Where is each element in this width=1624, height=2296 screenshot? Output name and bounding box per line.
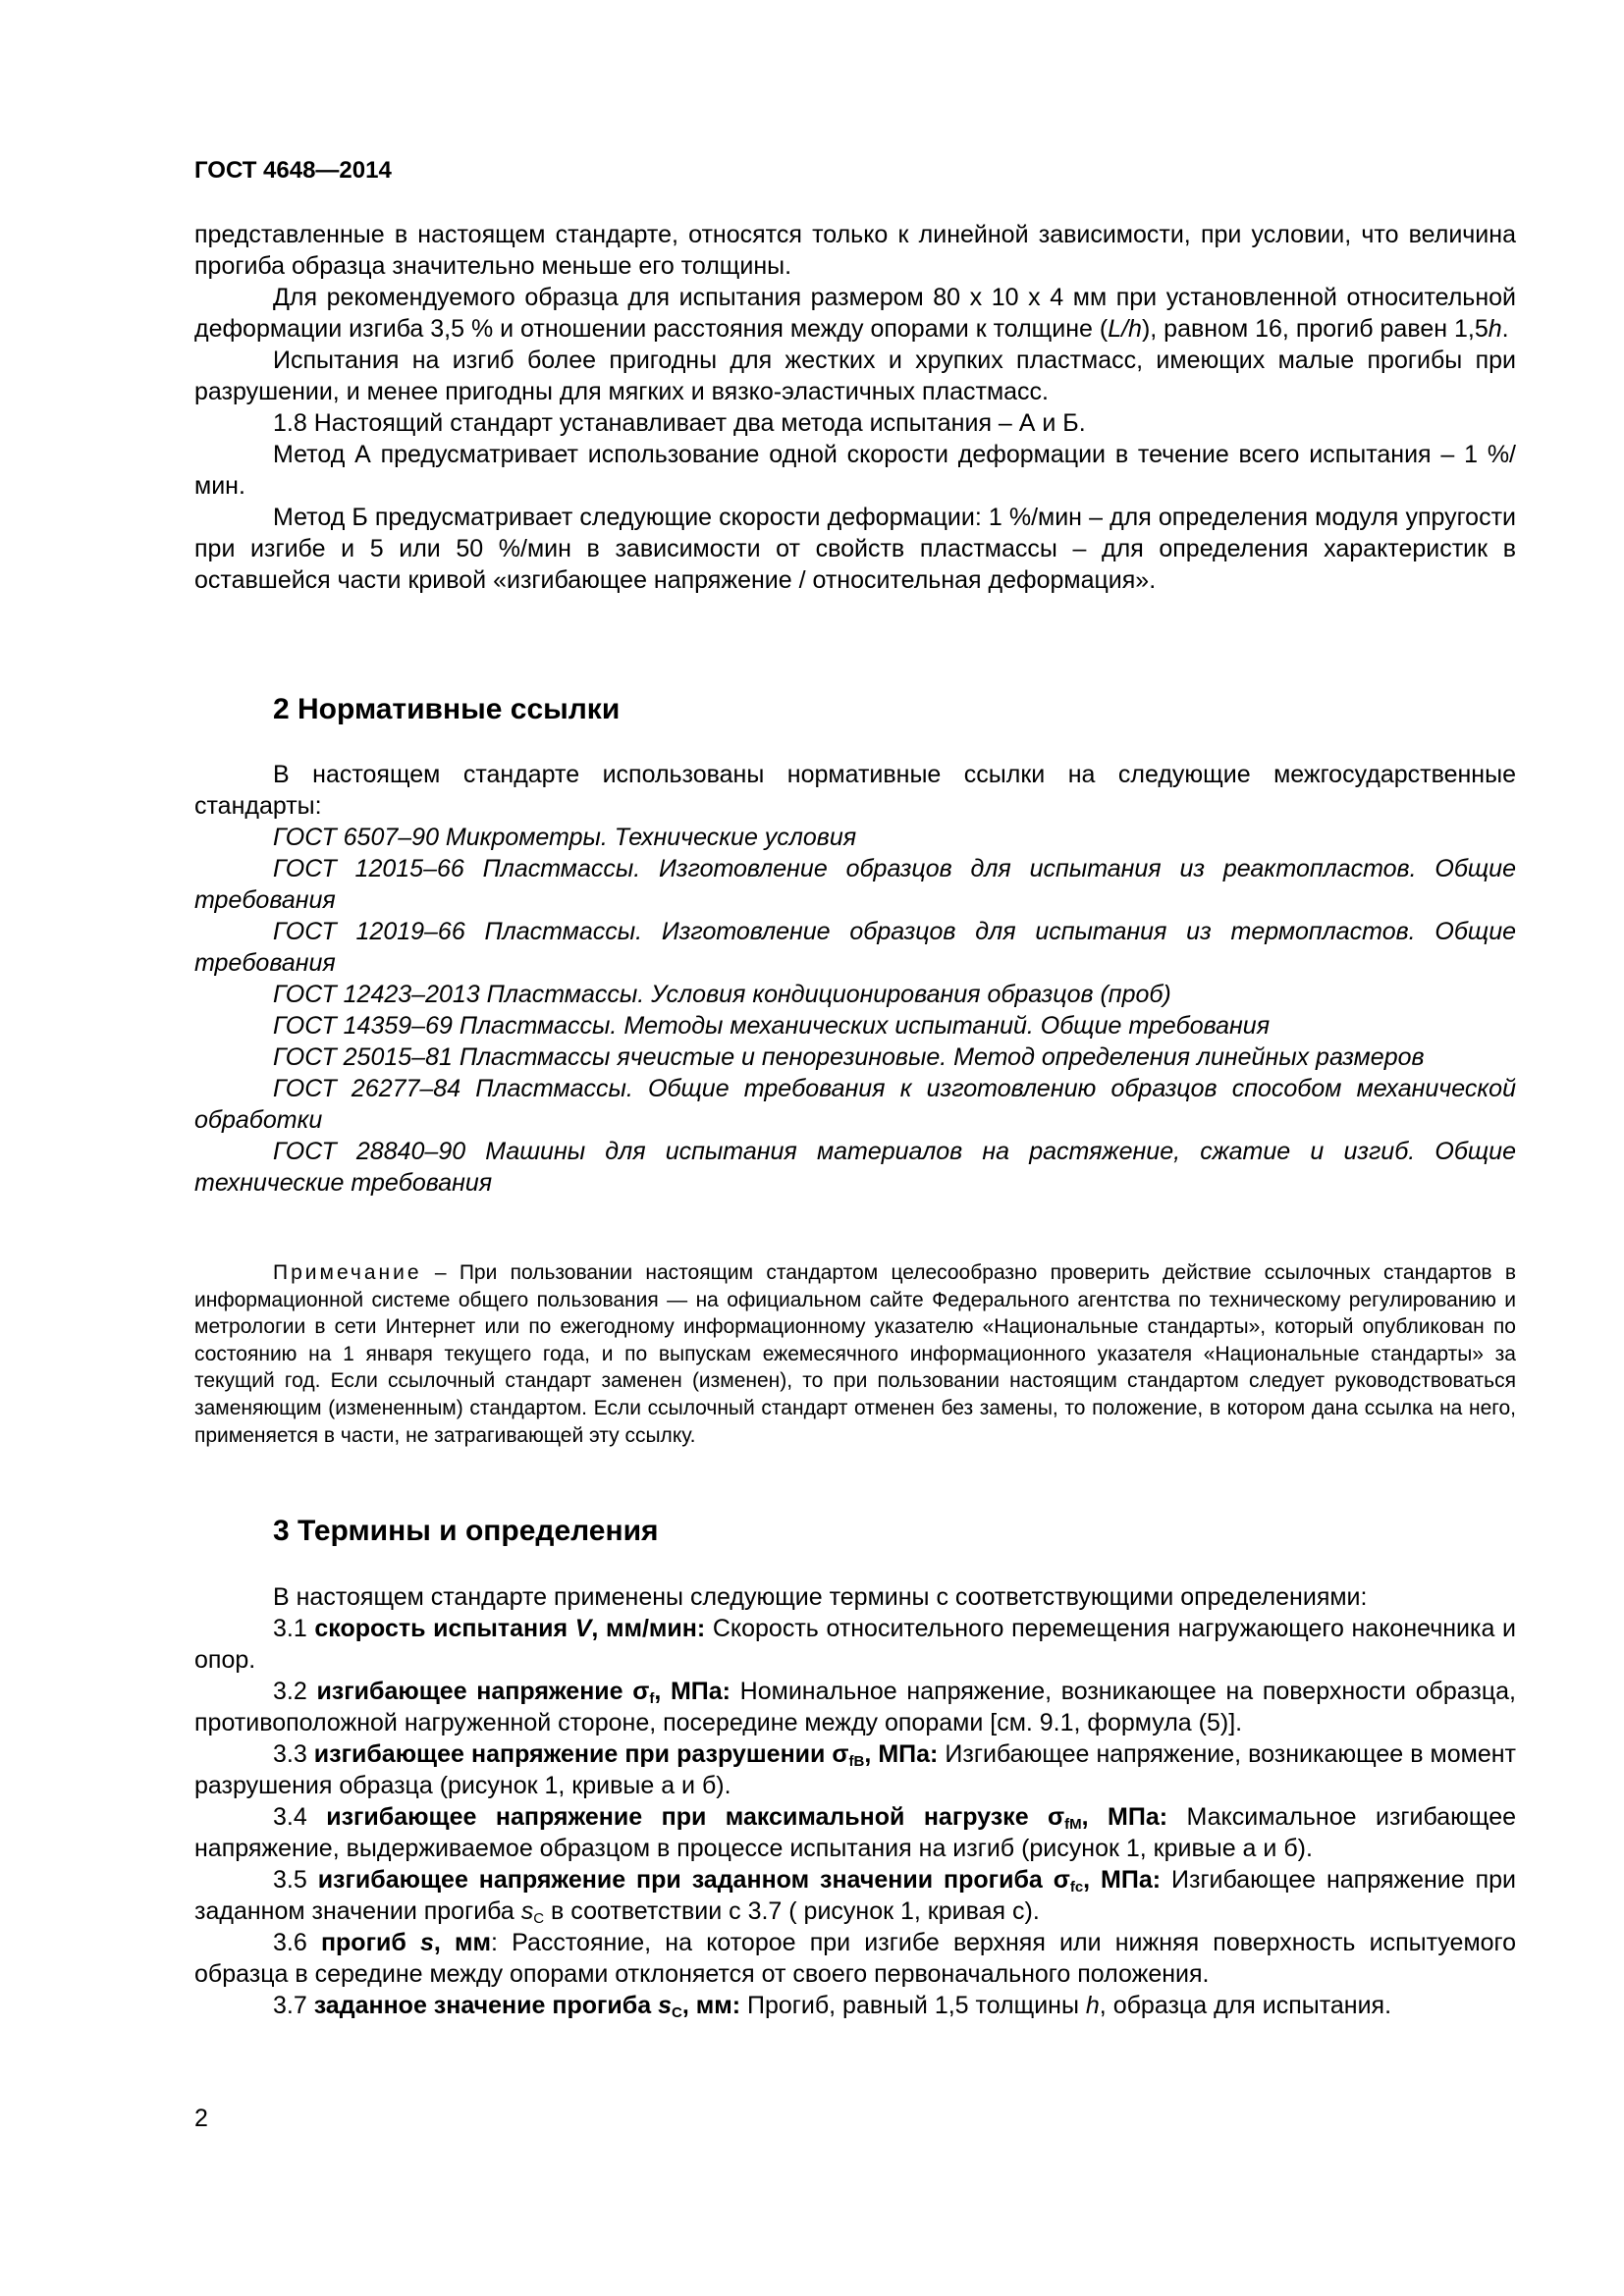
reference-item: ГОСТ 6507–90 Микрометры. Технические условия	[273, 824, 857, 851]
reference-item: ГОСТ 28840–90 Машины для испытания материалов на растяжение, сжатие и изгиб. Общие технические требования	[194, 1138, 1516, 1197]
term-item: 3.7 заданное значение прогиба $s_C$, мм: Прогиб, равный 1,5 толщины h, образца для испытания.	[273, 1992, 1392, 2021]
reference-item: ГОСТ 25015–81 Пластмассы ячеистые и пенорезиновые. Метод определения линейных размеров	[273, 1043, 1425, 1071]
paragraph: Для рекомендуемого образца для испытания размером 80 х 10 х 4 мм при установленной относительной деформации изгиба 3,5 % и отношении расстояния между опорами к толщине (L/h), равном 16, прогиб равен 1,5h.	[194, 284, 1516, 343]
reference-item: ГОСТ 14359–69 Пластмассы. Методы механических испытаний. Общие требования	[273, 1012, 1271, 1040]
note-label: Примечание	[273, 1261, 422, 1284]
paragraph: представленные в настоящем стандарте, относятся только к линейной зависимости, при условии, что величина прогиба образца значительно меньше его толщины.	[194, 221, 1516, 280]
paragraph: Испытания на изгиб более пригодны для жестких и хрупких пластмасс, имеющих малые прогибы при разрушении, и менее пригодны для мягких и вязко-эластичных пластмасс.	[194, 347, 1516, 405]
paragraph: Метод А предусматривает использование одной скорости деформации в течение всего испытания – 1 %/мин.	[194, 441, 1516, 500]
paragraph: В настоящем стандарте применены следующие термины с соответствующими определениями:	[273, 1583, 1368, 1611]
document-header: ГОСТ 4648—2014	[194, 157, 392, 184]
term-item: 3.3 изгибающее напряжение при разрушении $\sigma_{fB}$, МПа: Изгибающее напряжение, возникающее в момент разрушения образца (рисунок 1, кривые а и б).	[194, 1740, 1516, 1799]
page-number: 2	[194, 2105, 208, 2132]
section-heading: 3 Термины и определения	[273, 1515, 659, 1547]
section-heading: 2 Нормативные ссылки	[273, 693, 621, 725]
term-item: 3.2 изгибающее напряжение $\sigma_f$, МПа: Номинальное напряжение, возникающее на поверхности образца, противоположной нагруженной стороне, посередине между опорами [см. 9.1, формула (5)].	[194, 1678, 1516, 1736]
reference-item: ГОСТ 12019–66 Пластмассы. Изготовление образцов для испытания из термопластов. Общие требования	[194, 918, 1516, 977]
reference-item: ГОСТ 26277–84 Пластмассы. Общие требования к изготовлению образцов способом механической обработки	[194, 1075, 1516, 1134]
paragraph: 1.8 Настоящий стандарт устанавливает два метода испытания – А и Б.	[273, 409, 1086, 437]
term-item: 3.6 прогиб s, мм: Расстояние, на которое при изгибе верхняя или нижняя поверхность испытуемого образца в середине между опорами отклоняется от своего первоначального положения.	[194, 1929, 1517, 1988]
term-item: 3.4 изгибающее напряжение при максимальной нагрузке $\sigma_{fM}$, МПа: Максимальное изгибающее напряжение, выдерживаемое образцом в процессе испытания на изгиб (рисунок 1, кривые а и б).	[194, 1803, 1516, 1862]
paragraph: В настоящем стандарте использованы нормативные ссылки на следующие межгосударственные стандарты:	[194, 761, 1516, 820]
note	[194, 1259, 1516, 1449]
note-text: – При пользовании настоящим стандартом целесообразно проверить действие ссылочных стандартов в информационной системе общего пользования — на официальном сайте Федерального агентства по техническому регулированию и метрологии в сети Интернет или по ежегодному информационному указателю «Национальные стандарты», который опубликован по состоянию на 1 января текущего года, и по выпускам ежемесячного информационного указателя «Национальные стандарты» за текущий год. Если ссылочный стандарт заменен (изменен), то при пользовании настоящим стандартом следует руководствоваться заменяющим (измененным) стандартом. Если ссылочный стандарт отменен без замены, то положение, в котором дана ссылка на него, применяется в части, не затрагивающей эту ссылку.	[194, 1261, 1516, 1447]
paragraph: Метод Б предусматривает следующие скорости деформации: 1 %/мин – для определения модуля упругости при изгибе и 5 или 50 %/мин в зависимости от свойств пластмассы – для определения характеристик в оставшейся части кривой «изгибающее напряжение / относительная деформация».	[194, 504, 1516, 594]
reference-item: ГОСТ 12423–2013 Пластмассы. Условия кондиционирования образцов (проб)	[273, 981, 1171, 1008]
terms-list	[194, 1581, 1516, 2021]
term-item: 3.5 изгибающее напряжение при заданном значении прогиба $\sigma_{fc}$, МПа: Изгибающее напряжение при заданном значении прогиба $s_C$ в соответствии с 3.7 ( рисунок 1, кривая с).	[194, 1866, 1516, 1927]
term-item: 3.1 скорость испытания V, мм/мин: Скорость относительного перемещения нагружающего наконечника и опор.	[194, 1615, 1516, 1674]
reference-item: ГОСТ 12015–66 Пластмассы. Изготовление образцов для испытания из реактопластов. Общие требования	[194, 855, 1516, 914]
intro-text	[194, 219, 1516, 596]
references-list	[194, 759, 1516, 1199]
